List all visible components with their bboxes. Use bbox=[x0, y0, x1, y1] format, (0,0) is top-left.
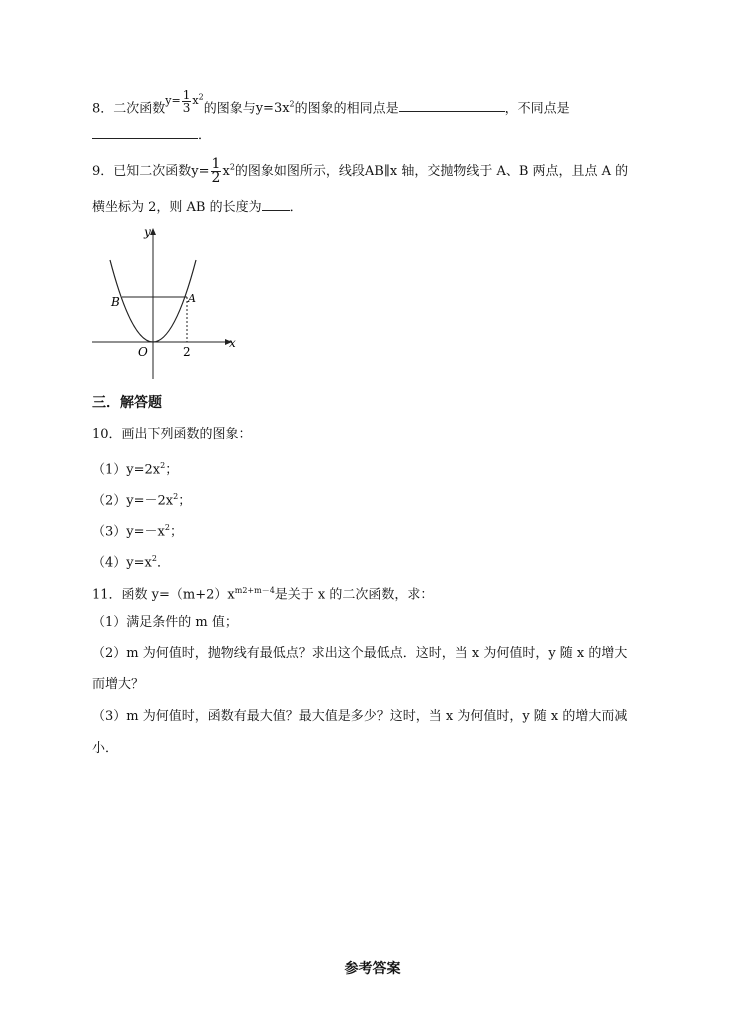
q8-formula-2: $y=3x^2$ bbox=[255, 100, 295, 117]
y-axis-arrow bbox=[150, 228, 156, 235]
q9-fraction: $\frac{1}{2}$ bbox=[211, 156, 221, 186]
label-x: x bbox=[229, 336, 236, 350]
question-8-line-2 bbox=[92, 126, 211, 145]
answers-title: 参考答案 bbox=[344, 961, 401, 977]
q11-part-2-cont: 而增大？ bbox=[92, 677, 145, 692]
q9-text-3: 横坐标为 2，则 AB 的长度为 bbox=[92, 200, 262, 215]
question-9 bbox=[92, 158, 628, 185]
q9-text-2: 的图象如图所示，线段AB∥x 轴，交抛物线于 A、B 两点，且点 A 的 bbox=[234, 164, 629, 179]
label-b: B bbox=[111, 295, 120, 309]
q8-text-2: 的图象与 bbox=[203, 101, 256, 117]
q8-formula: y= 1 3 x2 bbox=[165, 87, 204, 115]
question-8 bbox=[92, 87, 570, 122]
label-y: y bbox=[144, 225, 151, 239]
label-a: A bbox=[188, 292, 196, 305]
q8-text-3: 的图象的相同点是 bbox=[294, 101, 399, 117]
q8-number: 8． bbox=[92, 101, 114, 117]
q10-item-4: $(4)y=x^2$． bbox=[92, 554, 170, 571]
parabola-figure bbox=[88, 224, 248, 384]
q8-fraction: $\frac{1}{3}$ bbox=[182, 87, 191, 115]
q10-item-1: $(1)y=2x^2$； bbox=[92, 461, 179, 478]
q8-blank-1[interactable] bbox=[399, 99, 505, 112]
q11-part-3: （3）m 为何值时，函数有最大值？最大值是多少？这时，当 x 为何值时，y 随 x 的增大而减 bbox=[92, 709, 628, 724]
q11-part-3-cont: 小． bbox=[92, 741, 119, 756]
q8-blank-2[interactable] bbox=[92, 126, 198, 139]
question-11-stem: 11．函数 $y=(m+2)x^{m2+m-4}$是关于 x 的二次函数，求： bbox=[92, 586, 434, 603]
q9-text: 已知二次函数 bbox=[113, 164, 192, 179]
q11-part-1: （1）满足条件的 m 值； bbox=[92, 615, 238, 630]
q10-item-3: $(3)y=-x^2$； bbox=[92, 523, 183, 540]
question-10-stem: 10．画出下列函数的图象： bbox=[92, 427, 252, 442]
q10-item-2: $(2)y=-2x^2$； bbox=[92, 492, 192, 509]
label-origin: O bbox=[138, 345, 148, 359]
q8-text: 二次函数 bbox=[113, 101, 166, 117]
question-9-line-2 bbox=[92, 198, 303, 217]
q9-formula: y= $\frac{1}{2}$ $x^2$ bbox=[191, 156, 235, 186]
q9-blank[interactable] bbox=[262, 198, 290, 211]
q8-text-4: ，不同点是 bbox=[504, 101, 570, 117]
q8-end: ． bbox=[198, 128, 212, 143]
section-title: 三．解答题 bbox=[92, 395, 162, 411]
q9-number: 9． bbox=[92, 164, 114, 179]
q11-part-2: （2）m 为何值时，抛物线有最低点？求出这个最低点．这时，当 x 为何值时，y 随 x 的增大 bbox=[92, 646, 628, 661]
q9-end: ． bbox=[289, 200, 303, 215]
label-2: 2 bbox=[183, 345, 191, 359]
